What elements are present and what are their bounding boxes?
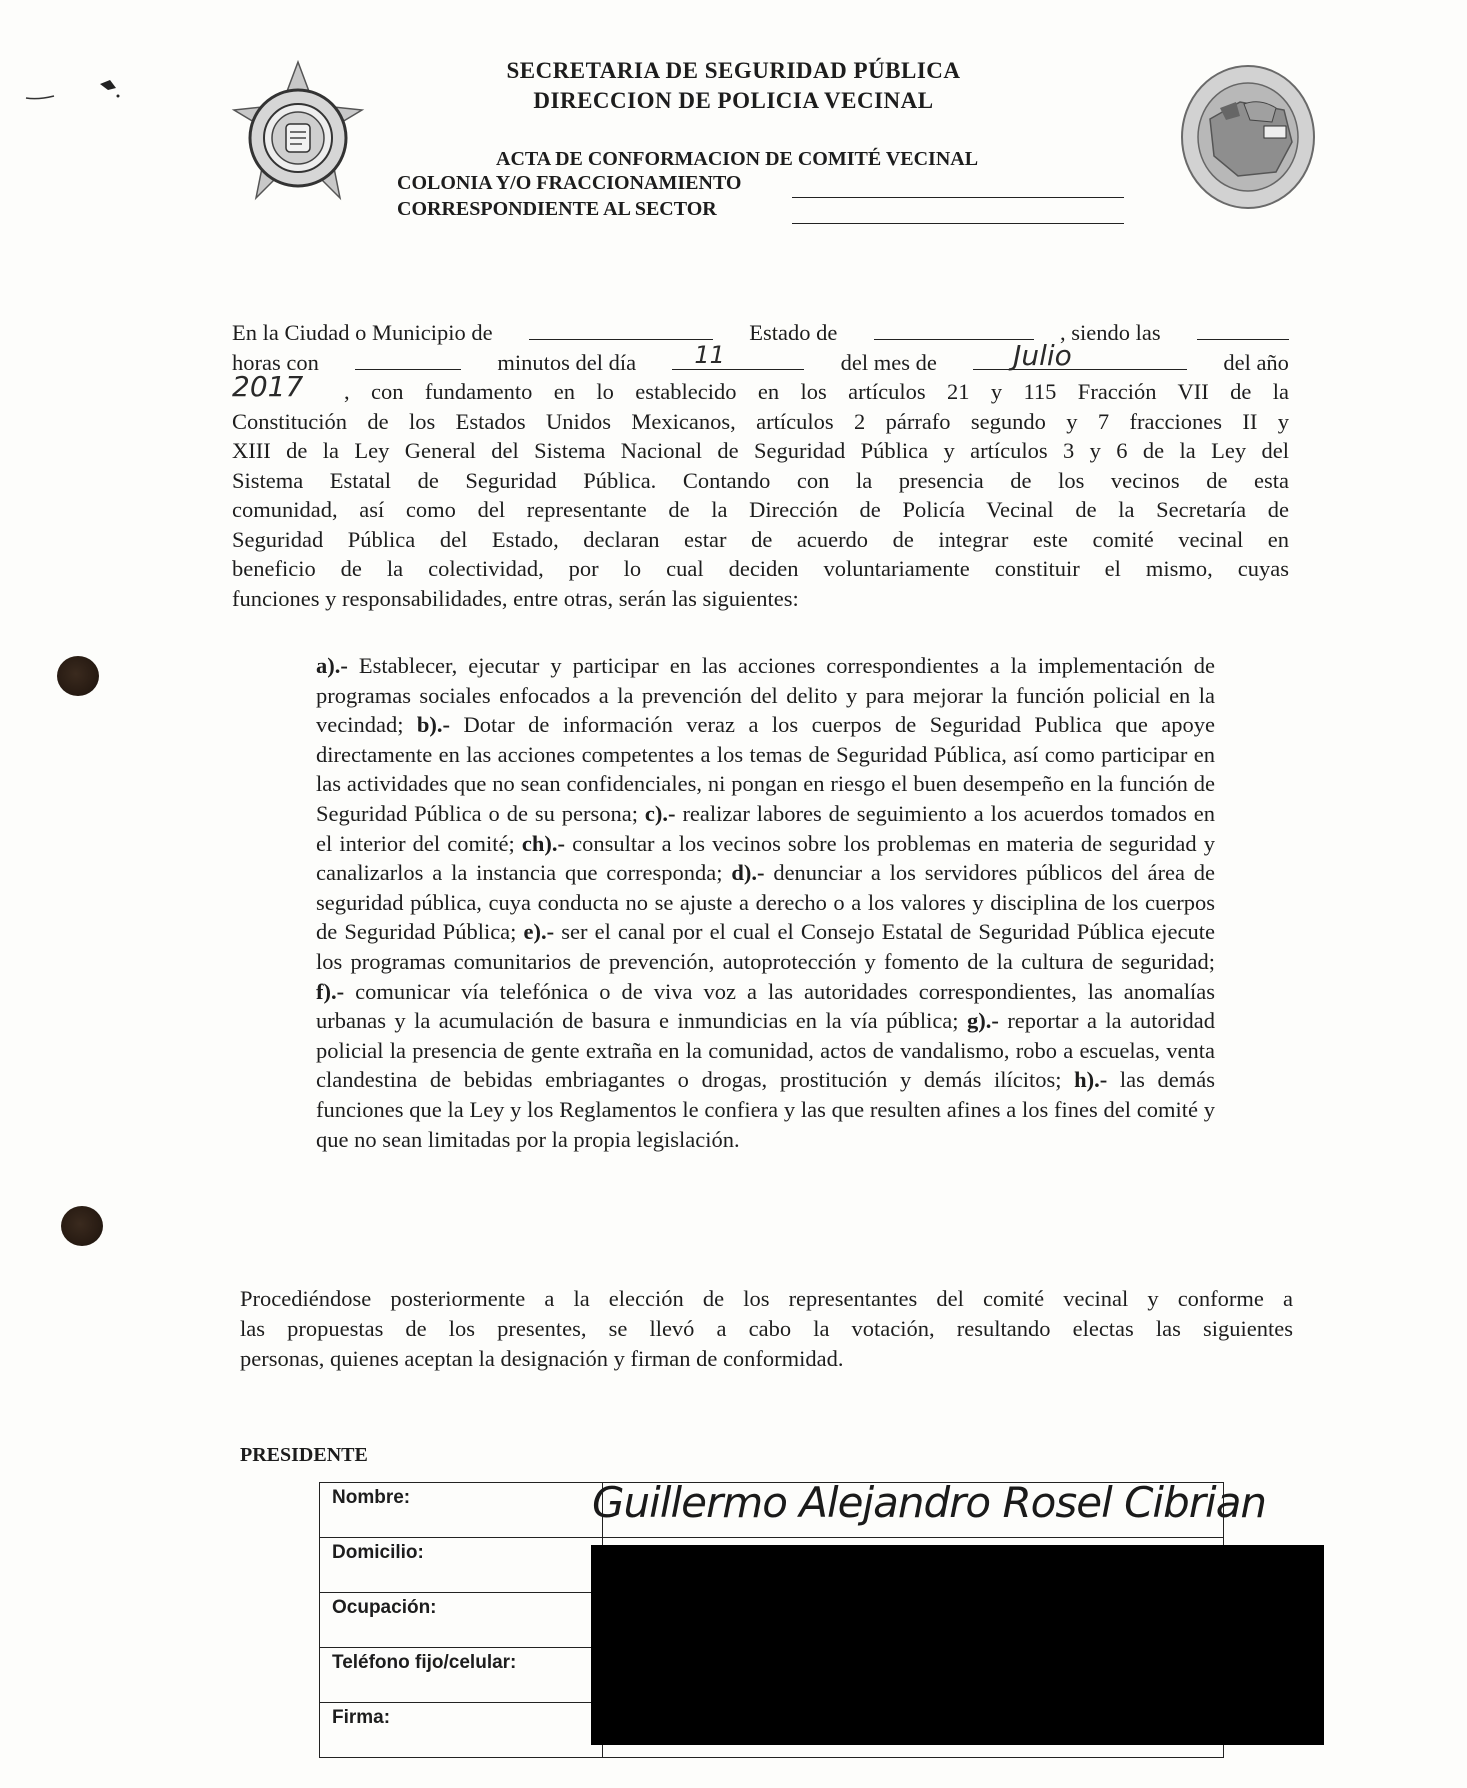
intro-line: comunidad, así como del representante de la Dirección de Policía Vecinal de la Secretaría de xyxy=(232,497,1289,522)
intro-line: XIII de la Ley General del Sistema Nacional de Seguridad Pública y artículos 3 y 6 de la Ley del xyxy=(232,438,1289,463)
function-c: realizar labores de seguimiento a los acuerdos tomados en el interior del comité; xyxy=(316,800,1216,856)
intro-line: funciones y responsabilidades, entre otras, serán las siguientes: xyxy=(232,585,799,611)
agency-title: SECRETARIA DE SEGURIDAD PÚBLICA xyxy=(506,58,961,83)
firma-label: Firma: xyxy=(320,1703,603,1758)
intro-line-1: En la Ciudad o Municipio de Estado de , siendo las xyxy=(232,318,1289,348)
minutos-blank xyxy=(355,351,461,370)
mes-blank xyxy=(973,339,1187,372)
punch-hole-top xyxy=(57,656,99,696)
day-handwritten: 11 xyxy=(694,341,725,369)
functions-list: a).- Establecer, ejecutar y participar en las acciones correspondientes a la implementación de programas sociales enfocados a la prevención del delito y para mejorar la función policial en la vecindad; b).- Dotar de información veraz a los cuerpos de Seguridad Publica que apoye directamente en las acciones competentes a los temas de Seguridad Pública, así como participar en las actividades que no sean confidenciales, ni pongan en riesgo el buen desempeño en la función de Seguridad Pública o de su persona; c).- realizar labores de seguimiento a los acuerdos tomados en el interior del comité; ch).- consultar a los vecinos sobre los problemas en materia de seguridad y canalizarlos a la instancia que corresponda; d).- denunciar a los servidores públicos del área de seguridad pública, cuya conducta no se ajuste a derecho o a los valores y disciplina de los cuerpos de Seguridad Pública; e).- ser el canal por el cual el Consejo Estatal de Seguridad Pública ejecute los programas comunitarios de prevención, autoprotección y fomento de la cultura de seguridad; f).- comunicar vía telefónica o de viva voz a las autoridades correspondientes, las anomalías urbanas y la acumulación de basura e inmundicias en la vía pública; g).- reportar a la autoridad policial la presencia de gente extraña en la comunidad, actos de vandalismo, robo a escuelas, venta clandestina de bebidas embriagantes o drogas, prostitución y demás ilícitos; h).- las demás funciones que la Ley y los Reglamentos le confiera y las que resulten afines a los fines del comité y que no sean limitadas por la propia legislación. xyxy=(316,653,1216,1152)
closing-paragraph xyxy=(240,1284,1293,1374)
function-e: ser el canal por el cual el Consejo Estatal de Seguridad Pública ejecute los programas comunitarios de prevención, autoprotección y fomento de la cultura de seguridad; xyxy=(316,919,1216,974)
closing-line: Procediéndose posteriormente a la elección de los representantes del comité vecinal y conforme a xyxy=(240,1286,1293,1311)
redaction-block xyxy=(591,1545,1324,1745)
intro-line-3: 2017 , con fundamento en lo establecido en los artículos 21 y 115 Fracción VII de la xyxy=(232,369,1289,404)
intro-line-2: horas con minutos del día 11 del mes de Julio del año xyxy=(232,339,1289,375)
function-b: Dotar de información veraz a los cuerpos de Seguridad Publica que apoye directamente en las acciones competentes a los temas de Seguridad Pública, así como participar en las actividades que no sean confidenciales, ni pongan en riesgo el buen desempeño en la función de Seguridad Pública o de su persona; xyxy=(316,712,1215,826)
intro-line: Seguridad Pública del Estado, declaran estar de acuerdo de integrar este comité vecinal en xyxy=(232,526,1289,552)
function-a: Establecer, ejecutar y participar en las acciones correspondientes a la implementación de programas sociales enfocados a la prevención del delito y para mejorar la función policial en la vecindad; xyxy=(316,653,1216,738)
function-ch: consultar a los vecinos sobre los problemas en materia de seguridad y canalizarlos a la instancia que corresponda; xyxy=(316,830,1216,886)
document-title: ACTA DE CONFORMACION DE COMITÉ VECINAL xyxy=(496,148,979,170)
consejo-estatal-seguridad-publica-seal-icon xyxy=(1180,64,1316,210)
punch-hole-bottom xyxy=(61,1206,103,1246)
colonia-blank xyxy=(792,197,1124,198)
intro-paragraph xyxy=(232,318,1289,613)
closing-line: las propuestas de los presentes, se llevó a cabo la votación, resultando electas las siguientes xyxy=(240,1316,1293,1341)
domicilio-label: Domicilio: xyxy=(320,1538,603,1593)
closing-line: personas, quienes aceptan la designación y firman de conformidad. xyxy=(240,1346,844,1371)
anio-blank xyxy=(232,369,344,403)
intro-line: beneficio de la colectividad, por lo cual deciden voluntariamente constituir el mismo, cuyas xyxy=(232,556,1289,581)
nombre-label: Nombre: xyxy=(320,1483,603,1538)
colonia-label: COLONIA Y/O FRACCIONAMIENTO xyxy=(397,172,742,194)
year-handwritten: 2017 xyxy=(232,369,304,403)
telefono-label: Teléfono fijo/celular: xyxy=(320,1648,603,1703)
presidente-name-handwritten: Guillermo Alejandro Rosel Cibrian xyxy=(592,1478,1267,1527)
agency-subtitle: DIRECCION DE POLICIA VECINAL xyxy=(533,88,934,113)
hora-blank xyxy=(1197,321,1289,340)
ocupacion-label: Ocupación: xyxy=(320,1593,603,1648)
intro-line: Constitución de los Estados Unidos Mexicanos, artículos 2 párrafo segundo y 7 fracciones II y xyxy=(232,408,1289,434)
dia-blank xyxy=(672,341,804,370)
month-handwritten: Julio xyxy=(1013,339,1072,372)
municipio-blank xyxy=(529,321,713,340)
estado-blank xyxy=(874,321,1034,340)
presidente-heading: PRESIDENTE xyxy=(240,1444,368,1466)
sector-label: CORRESPONDIENTE AL SECTOR xyxy=(397,198,717,220)
sector-blank xyxy=(792,223,1124,224)
function-f: comunicar vía telefónica o de viva voz a las autoridades correspondientes, las anomalías urbanas y la acumulación de basura e inmundicias en la vía pública; xyxy=(316,978,1216,1034)
function-d: denunciar a los servidores públicos del área de seguridad pública, cuya conducta no se ajuste a derecho o a los valores y disciplina de los cuerpos de Seguridad Pública; xyxy=(316,860,1216,945)
function-g: reportar a la autoridad policial la presencia de gente extraña en la comunidad, actos de vandalismo, robo a escuelas, venta clandestina de bebidas embriagantes o drogas, prostitución y demás ilícitos; xyxy=(316,1008,1216,1093)
function-h: las demás funciones que la Ley y los Reglamentos le confiera y las que resulten afines a los fines del comité y que no sean limitadas por la propia legislación. xyxy=(316,1067,1215,1152)
intro-line: Sistema Estatal de Seguridad Pública. Contando con la presencia de los vecinos de esta xyxy=(232,467,1289,493)
